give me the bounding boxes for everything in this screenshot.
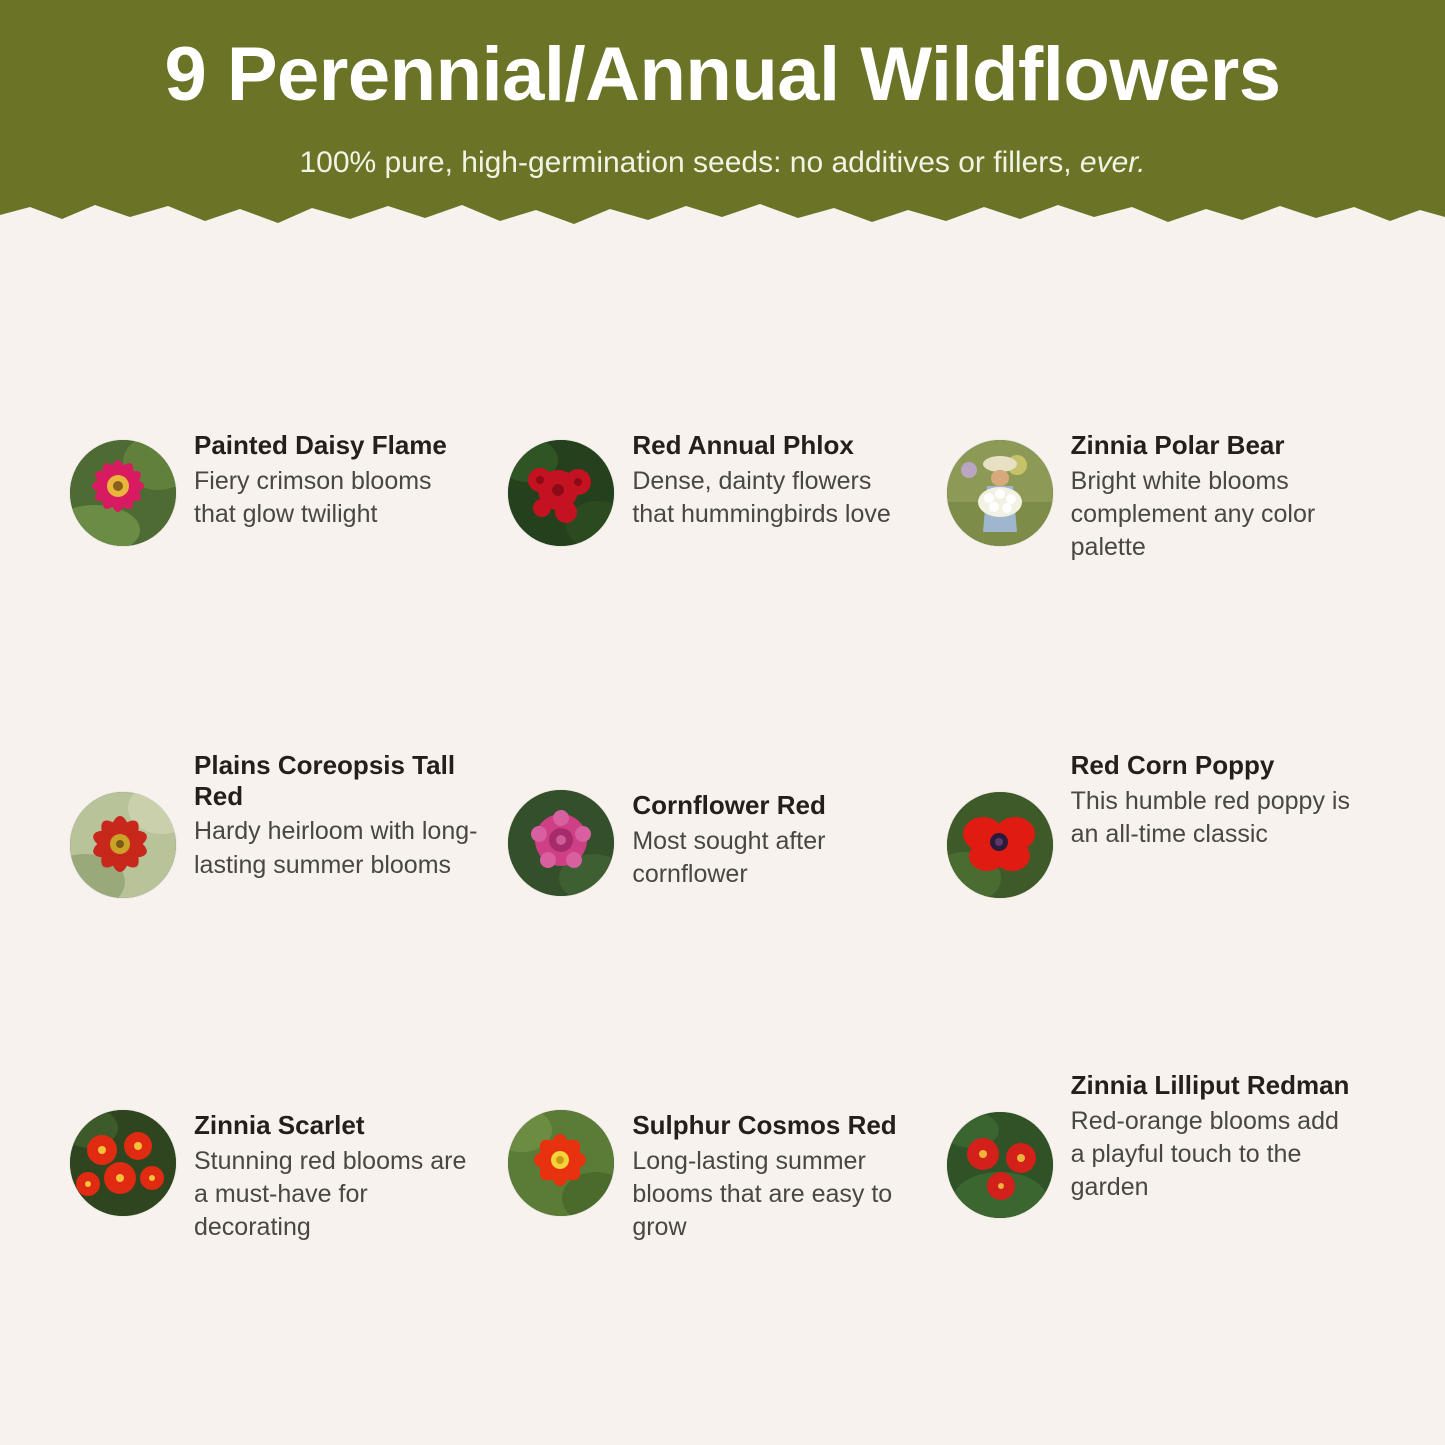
sulphur-cosmos-red-photo xyxy=(508,1110,614,1216)
painted-daisy-flame-photo xyxy=(70,440,176,546)
item-title: Zinnia Scarlet xyxy=(194,1110,365,1140)
subtitle-text: 100% pure, high-germination seeds: no additives or fillers, xyxy=(299,146,1080,180)
list-item xyxy=(508,1110,936,1390)
item-description: Long-lasting summer blooms that are easy to grow xyxy=(632,1146,893,1242)
item-title: Zinnia Polar Bear xyxy=(1070,430,1285,460)
header-banner xyxy=(0,0,1445,198)
item-title: Red Corn Poppy xyxy=(1070,750,1275,780)
flower-grid xyxy=(0,430,1445,1390)
torn-paper-divider xyxy=(0,197,1445,243)
red-annual-phlox-photo xyxy=(508,440,614,546)
list-item xyxy=(508,790,936,1070)
cornflower-red-photo xyxy=(508,790,614,896)
zinnia-polar-bear-photo xyxy=(947,440,1053,546)
item-title: Sulphur Cosmos Red xyxy=(632,1110,897,1140)
item-title: Red Annual Phlox xyxy=(632,430,854,460)
list-item xyxy=(70,1110,498,1390)
list-item xyxy=(947,750,1375,1070)
list-item xyxy=(947,430,1375,750)
list-item xyxy=(947,1070,1375,1390)
page-title: 9 Perennial/Annual Wildflowers xyxy=(164,32,1281,117)
red-corn-poppy-photo xyxy=(947,792,1053,898)
item-title: Cornflower Red xyxy=(632,790,826,820)
item-description: Stunning red blooms are a must-have for decorating xyxy=(194,1146,467,1242)
item-description: Hardy heirloom with long-lasting summer blooms xyxy=(194,817,478,879)
item-title: Painted Daisy Flame xyxy=(194,430,447,460)
item-description: Most sought after cornflower xyxy=(632,826,826,888)
item-description: Fiery crimson blooms that glow twilight xyxy=(194,466,432,528)
item-description: Dense, dainty flowers that hummingbirds love xyxy=(632,466,891,528)
list-item xyxy=(508,430,936,750)
list-item xyxy=(70,750,498,1070)
item-description: Red-orange blooms add a playful touch to the garden xyxy=(1070,1106,1339,1202)
plains-coreopsis-tall-red-photo xyxy=(70,792,176,898)
zinnia-scarlet-photo xyxy=(70,1110,176,1216)
subtitle-emphasis: ever. xyxy=(1079,146,1146,180)
item-title: Zinnia Lilliput Redman xyxy=(1070,1070,1350,1100)
zinnia-lilliput-redman-photo xyxy=(947,1112,1053,1218)
list-item xyxy=(70,430,498,750)
item-description: Bright white blooms complement any color palette xyxy=(1070,466,1316,562)
item-title: Plains Coreopsis Tall Red xyxy=(194,750,456,811)
page-subtitle xyxy=(0,146,1445,180)
item-description: This humble red poppy is an all-time classic xyxy=(1070,786,1350,848)
